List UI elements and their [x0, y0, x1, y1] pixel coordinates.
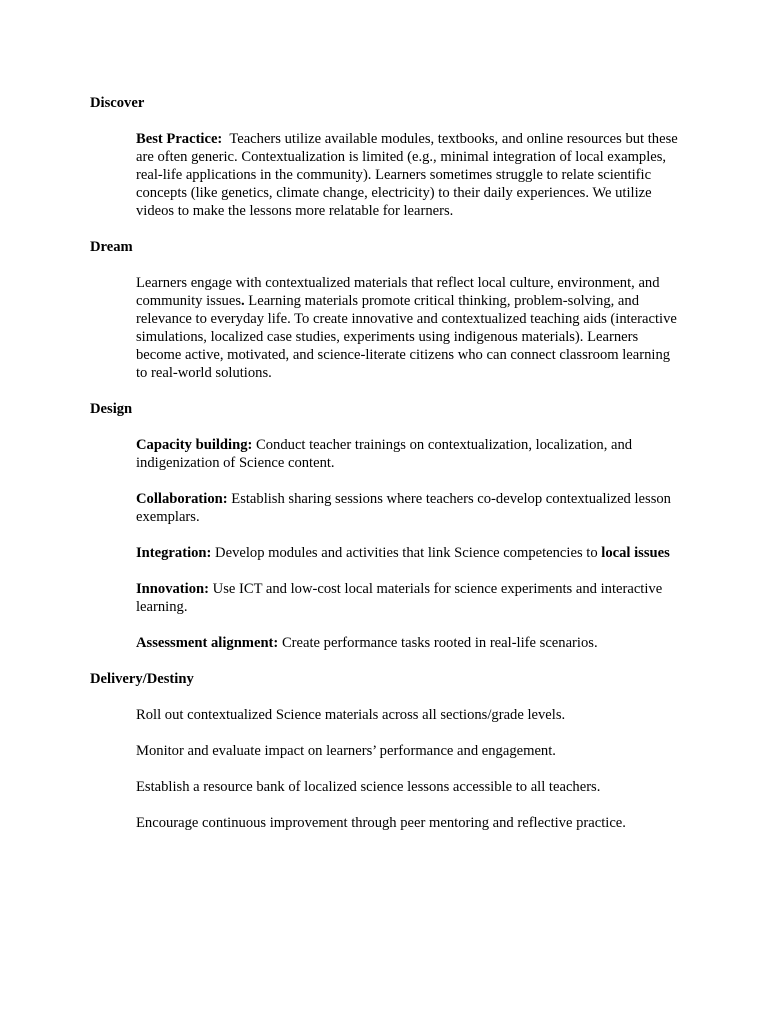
paragraph-innovation	[136, 580, 684, 616]
delivery-item-monitor: Monitor and evaluate impact on learners’ performance and engagement.	[136, 743, 556, 759]
text-collaboration: Establish sharing sessions where teachers co-develop contextualized lesson exemplars.	[136, 491, 671, 525]
label-capacity-building: Capacity building:	[136, 437, 253, 453]
delivery-item-continuous-improvement: Encourage continuous improvement through peer mentoring and reflective practice.	[136, 815, 626, 831]
paragraph-assessment-alignment	[136, 634, 684, 652]
text-innovation: Use ICT and low-cost local materials for science experiments and interactive learning.	[136, 581, 663, 615]
heading-design: Design	[90, 401, 133, 417]
text-capacity-building: Conduct teacher trainings on contextualization, localization, and indigenization of Science content.	[136, 437, 633, 471]
heading-dream: Dream	[90, 239, 133, 255]
text-dream-part2: Learning materials promote critical thinking, problem-solving, and relevance to everyday life. To create innovative and contextualized teaching aids (interactive simulations, localized case studies, experiments using indigenous materials). Learners become active, motivated, and science-literate citizens who can connect classroom learning to real-world solutions.	[136, 293, 677, 381]
label-integration: Integration:	[136, 545, 212, 561]
text-dream-bold-period: .	[241, 293, 245, 309]
paragraph-collaboration	[136, 490, 684, 526]
heading-discover: Discover	[90, 95, 145, 111]
label-best-practice: Best Practice:	[136, 131, 223, 147]
text-integration-local-issues: local issues	[601, 545, 670, 561]
paragraph-integration	[136, 544, 684, 562]
text-integration: Develop modules and activities that link Science competencies to	[211, 545, 602, 561]
text-assessment-alignment: Create performance tasks rooted in real-life scenarios.	[278, 635, 598, 651]
delivery-item-resource-bank: Establish a resource bank of localized science lessons accessible to all teachers.	[136, 779, 601, 795]
label-collaboration: Collaboration:	[136, 491, 228, 507]
paragraph-capacity-building	[136, 436, 684, 472]
text-dream-part1: Learners engage with contextualized materials that reflect local culture, environment, and community issues	[136, 275, 660, 309]
document-page	[90, 94, 690, 832]
delivery-item-rollout: Roll out contextualized Science materials across all sections/grade levels.	[136, 707, 566, 723]
paragraph-dream	[136, 274, 684, 382]
text-best-practice: Teachers utilize available modules, textbooks, and online resources but these are often generic. Contextualization is limited (e.g., minimal integration of local examples, real-life applications in the community). Learners sometimes struggle to relate scientific concepts (like genetics, climate change, electricity) to their daily experiences. We utilize videos to make the lessons more relatable for learners.	[136, 131, 682, 219]
paragraph-best-practice	[136, 130, 684, 220]
label-assessment-alignment: Assessment alignment:	[136, 635, 279, 651]
label-innovation: Innovation:	[136, 581, 209, 597]
heading-delivery-destiny: Delivery/Destiny	[90, 671, 194, 687]
